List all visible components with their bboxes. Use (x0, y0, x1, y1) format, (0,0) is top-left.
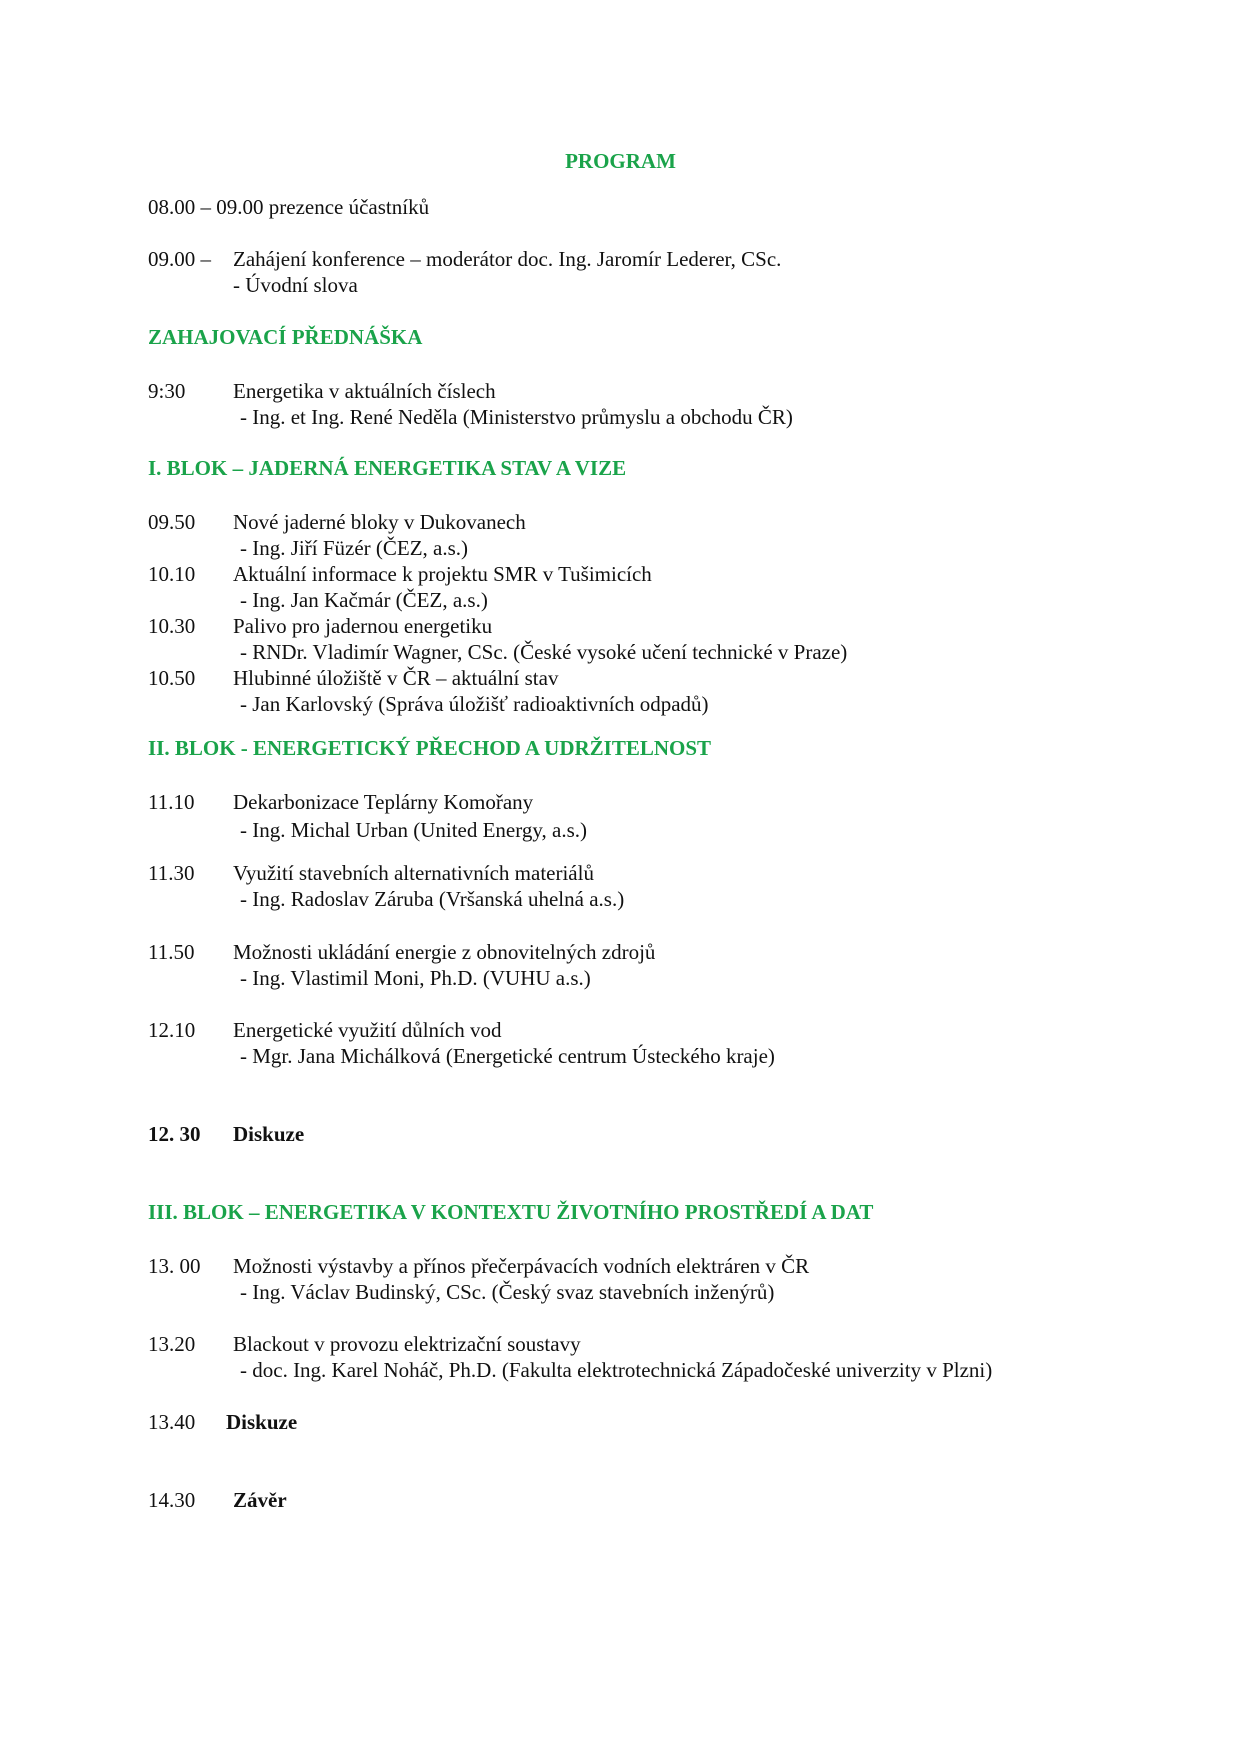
section-heading-keynote: ZAHAJOVACÍ PŘEDNÁŠKA (148, 325, 423, 349)
agenda-title: Nové jaderné bloky v Dukovanech (233, 510, 526, 534)
agenda-speaker: - Ing. Jan Kačmár (ČEZ, a.s.) (240, 588, 488, 612)
agenda-title: Možnosti ukládání energie z obnovitelných zdrojů (233, 940, 656, 964)
agenda-time: 13.20 (148, 1332, 196, 1356)
keynote-time: 9:30 (148, 379, 186, 403)
agenda-speaker: - Ing. Michal Urban (United Energy, a.s.) (240, 818, 587, 842)
page-title: PROGRAM (565, 149, 676, 173)
agenda-time: 11.10 (148, 790, 195, 814)
agenda-time: 10.10 (148, 562, 196, 586)
agenda-speaker: - Ing. Vlastimil Moni, Ph.D. (VUHU a.s.) (240, 966, 591, 990)
agenda-time: 09.50 (148, 510, 196, 534)
agenda-title: Energetické využití důlních vod (233, 1018, 502, 1042)
agenda-title: Aktuální informace k projektu SMR v Tušimicích (233, 562, 652, 586)
discussion-label: Diskuze (226, 1410, 298, 1434)
agenda-time: 11.50 (148, 940, 195, 964)
agenda-speaker: - Mgr. Jana Michálková (Energetické centrum Ústeckého kraje) (240, 1044, 775, 1068)
agenda-time: 12.10 (148, 1018, 196, 1042)
discussion-time: 12. 30 (148, 1122, 201, 1146)
opening-title: Zahájení konference – moderátor doc. Ing. Jaromír Lederer, CSc. (233, 247, 782, 271)
discussion-time: 13.40 (148, 1410, 196, 1434)
keynote-title: Energetika v aktuálních číslech (233, 379, 496, 403)
agenda-time: 10.30 (148, 614, 196, 638)
agenda-speaker: - Ing. Radoslav Záruba (Vršanská uhelná a.s.) (240, 887, 625, 911)
discussion-label: Diskuze (233, 1122, 305, 1146)
agenda-speaker: - doc. Ing. Karel Noháč, Ph.D. (Fakulta elektrotechnická Západočeské univerzity v Plzni) (240, 1358, 993, 1382)
agenda-time: 11.30 (148, 861, 195, 885)
closing-label: Závěr (233, 1488, 287, 1512)
section-heading-block1: I. BLOK – JADERNÁ ENERGETIKA STAV A VIZE (148, 456, 627, 480)
agenda-time: 10.50 (148, 666, 196, 690)
agenda-speaker: - Jan Karlovský (Správa úložišť radioaktivních odpadů) (240, 692, 709, 716)
closing-time: 14.30 (148, 1488, 196, 1512)
agenda-title: Využití stavebních alternativních materiálů (233, 861, 594, 885)
agenda-speaker: - Ing. Václav Budinský, CSc. (Český svaz stavebních inženýrů) (240, 1280, 775, 1304)
keynote-speaker: - Ing. et Ing. René Neděla (Ministerstvo průmyslu a obchodu ČR) (240, 405, 793, 429)
section-heading-block2: II. BLOK - ENERGETICKÝ PŘECHOD A UDRŽITELNOST (148, 736, 712, 760)
agenda-title: Palivo pro jadernou energetiku (233, 614, 493, 638)
agenda-speaker: - Ing. Jiří Füzér (ČEZ, a.s.) (240, 536, 469, 560)
opening-sub: - Úvodní slova (233, 273, 358, 297)
agenda-time: 13. 00 (148, 1254, 201, 1278)
agenda-title: Dekarbonizace Teplárny Komořany (233, 790, 534, 814)
agenda-title: Možnosti výstavby a přínos přečerpávacích vodních elektráren v ČR (233, 1254, 810, 1278)
agenda-title: Hlubinné úložiště v ČR – aktuální stav (233, 666, 559, 690)
agenda-title: Blackout v provozu elektrizační soustavy (233, 1332, 581, 1356)
opening-time: 09.00 – (148, 247, 211, 271)
registration-line: 08.00 – 09.00 prezence účastníků (148, 195, 430, 219)
section-heading-block3: III. BLOK – ENERGETIKA V KONTEXTU ŽIVOTNÍHO PROSTŘEDÍ A DAT (148, 1200, 874, 1224)
agenda-speaker: - RNDr. Vladimír Wagner, CSc. (České vysoké učení technické v Praze) (240, 640, 848, 664)
